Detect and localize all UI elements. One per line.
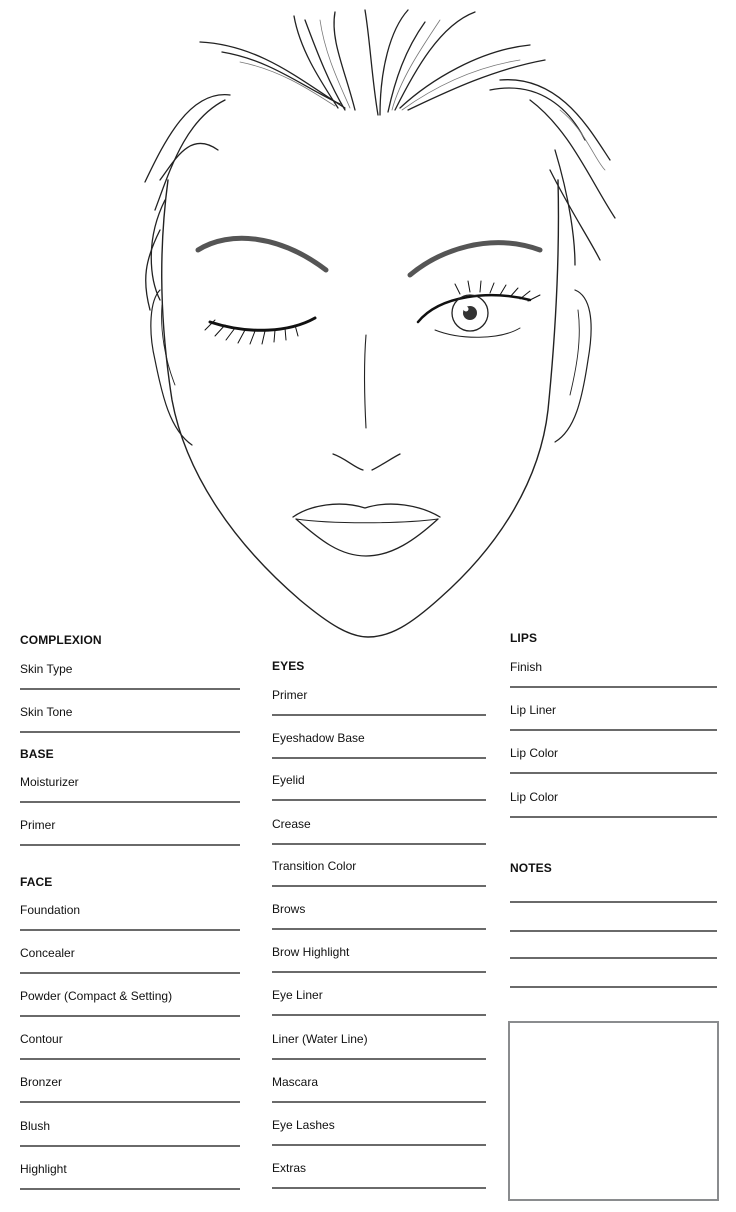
write-line[interactable] xyxy=(20,801,240,803)
field-label: Highlight xyxy=(20,1162,67,1176)
write-line[interactable] xyxy=(510,816,717,818)
section-heading-lips: LIPS xyxy=(510,631,538,645)
write-line[interactable] xyxy=(272,843,486,845)
column-right xyxy=(510,0,736,1212)
section-heading-notes: NOTES xyxy=(510,861,552,875)
field-label: Eye Liner xyxy=(272,988,323,1002)
write-line[interactable] xyxy=(20,844,240,846)
field-label: Eyelid xyxy=(272,773,305,787)
field-label: Primer xyxy=(20,818,56,832)
field-label: Foundation xyxy=(20,903,81,917)
field-label: Lip Color xyxy=(510,790,559,804)
field-label: Finish xyxy=(510,660,543,674)
field-label: Blush xyxy=(20,1119,51,1133)
write-line[interactable] xyxy=(510,772,717,774)
write-line[interactable] xyxy=(20,731,240,733)
write-line[interactable] xyxy=(272,757,486,759)
write-line[interactable] xyxy=(20,929,240,931)
field-label: Liner (Water Line) xyxy=(272,1032,368,1046)
write-line[interactable] xyxy=(510,686,717,688)
field-label: Concealer xyxy=(20,946,75,960)
column-middle xyxy=(272,0,488,1212)
write-line[interactable] xyxy=(272,1144,486,1146)
write-line[interactable] xyxy=(20,1145,240,1147)
notes-line-1[interactable] xyxy=(510,901,717,903)
notes-line-2[interactable] xyxy=(510,930,717,932)
write-line[interactable] xyxy=(272,928,486,930)
notes-swatch-box[interactable] xyxy=(508,1021,719,1201)
write-line[interactable] xyxy=(20,1101,240,1103)
write-line[interactable] xyxy=(272,1187,486,1189)
write-line[interactable] xyxy=(272,885,486,887)
field-label: Transition Color xyxy=(272,859,357,873)
field-label: Crease xyxy=(272,817,311,831)
section-heading-face: FACE xyxy=(20,875,53,889)
field-label: Powder (Compact & Setting) xyxy=(20,989,173,1003)
notes-line-3[interactable] xyxy=(510,957,717,959)
write-line[interactable] xyxy=(272,971,486,973)
field-label: Moisturizer xyxy=(20,775,79,789)
write-line[interactable] xyxy=(20,688,240,690)
field-label: Lip Liner xyxy=(510,703,557,717)
field-label: Contour xyxy=(20,1032,63,1046)
write-line[interactable] xyxy=(272,1101,486,1103)
section-heading-eyes: EYES xyxy=(272,659,305,673)
field-label: Extras xyxy=(272,1161,307,1175)
field-label: Brows xyxy=(272,902,306,916)
write-line[interactable] xyxy=(272,714,486,716)
field-label: Eye Lashes xyxy=(272,1118,335,1132)
column-left xyxy=(20,0,242,1212)
section-heading-complexion: COMPLEXION xyxy=(20,633,102,647)
write-line[interactable] xyxy=(510,729,717,731)
field-label: Lip Color xyxy=(510,746,559,760)
field-label: Eyeshadow Base xyxy=(272,731,365,745)
field-label: Skin Type xyxy=(20,662,73,676)
write-line[interactable] xyxy=(20,1058,240,1060)
field-label: Primer xyxy=(272,688,308,702)
field-label: Skin Tone xyxy=(20,705,73,719)
write-line[interactable] xyxy=(20,972,240,974)
write-line[interactable] xyxy=(272,1014,486,1016)
write-line[interactable] xyxy=(272,799,486,801)
write-line[interactable] xyxy=(20,1188,240,1190)
write-line[interactable] xyxy=(20,1015,240,1017)
field-label: Bronzer xyxy=(20,1075,63,1089)
field-label: Brow Highlight xyxy=(272,945,350,959)
section-heading-base: BASE xyxy=(20,747,54,761)
notes-line-4[interactable] xyxy=(510,986,717,988)
write-line[interactable] xyxy=(272,1058,486,1060)
field-label: Mascara xyxy=(272,1075,319,1089)
